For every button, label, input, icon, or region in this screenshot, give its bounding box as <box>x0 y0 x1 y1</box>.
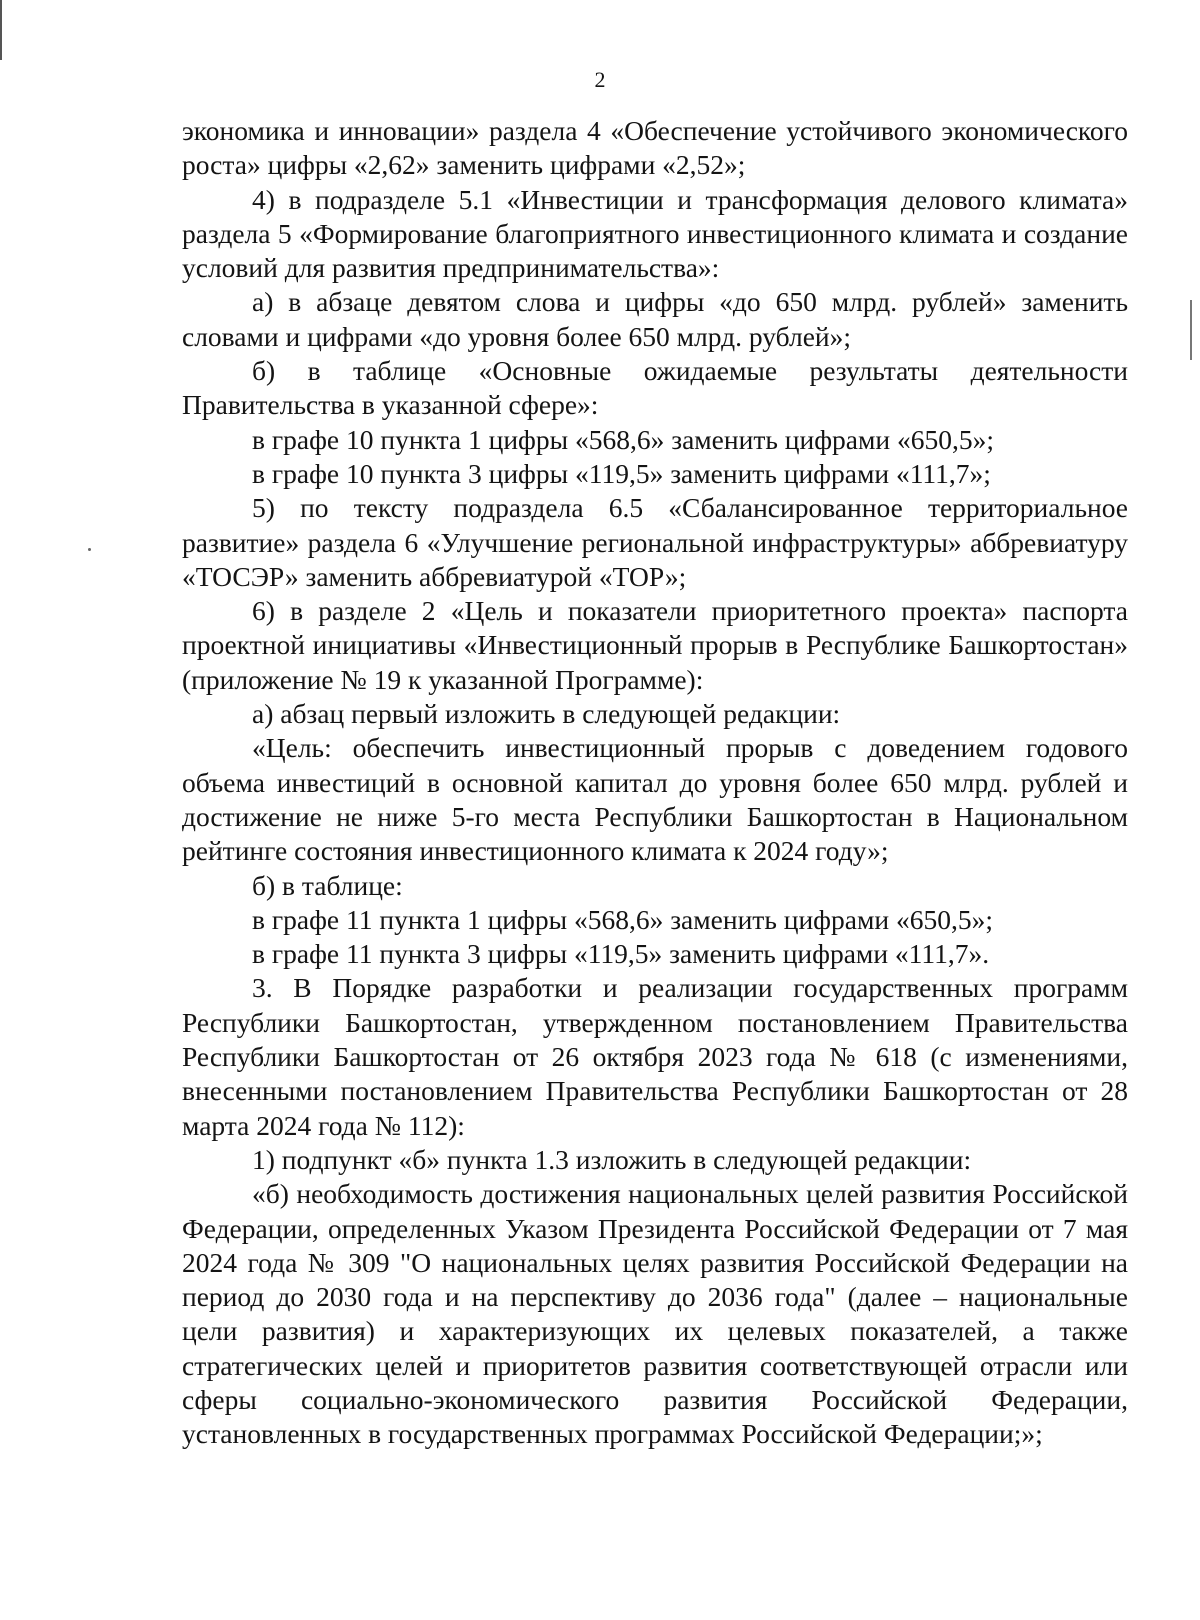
paragraph: 5) по тексту подраздела 6.5 «Сбалансированное территориальное развитие» раздела 6 «Улучшение региональной инфраструктуры» аббревиатуру «ТОСЭР» заменить аббревиатурой «ТОР»; <box>182 492 1128 592</box>
paragraph: 3. В Порядке разработки и реализации государственных программ Республики Башкортостан, утвержденном постановлением Правительства Республики Башкортостан от 26 октября 2023 года № 618 (с изменениями, внесенными постановлением Правительства Республики Башкортостан от 28 марта 2024 года № 112): <box>182 972 1128 1141</box>
paragraph: в графе 11 пункта 3 цифры «119,5» заменить цифрами «111,7». <box>252 938 990 970</box>
paragraph: а) абзац первый изложить в следующей редакции: <box>252 698 841 730</box>
paragraph: «Цель: обеспечить инвестиционный прорыв с доведением годового объема инвестиций в основной капитал до уровня более 650 млрд. рублей и достижение не ниже 5-го места Республики Башкортостан в Национальном рейтинге состояния инвестиционного климата к 2024 году»; <box>182 732 1128 867</box>
paragraph: в графе 11 пункта 1 цифры «568,6» заменить цифрами «650,5»; <box>252 903 993 935</box>
paragraph: экономика и инновации» раздела 4 «Обеспечение устойчивого экономического роста» цифры «2,62» заменить цифрами «2,52»; <box>182 115 1128 181</box>
paragraph: в графе 10 пункта 1 цифры «568,6» заменить цифрами «650,5»; <box>252 423 994 455</box>
document-body <box>182 114 1128 1452</box>
scan-speck <box>88 548 91 551</box>
page-number: 2 <box>594 67 606 92</box>
paragraph: 4) в подразделе 5.1 «Инвестиции и трансформация делового климата» раздела 5 «Формирование благоприятного инвестиционного климата и создание условий для развития предпринимательства»: <box>182 183 1128 284</box>
paragraph: а) в абзаце девятом слова и цифры «до 650 млрд. рублей» заменить словами и цифрами «до уровня более 650 млрд. рублей»; <box>182 286 1128 352</box>
scan-edge-mark <box>1190 300 1192 360</box>
scan-edge-mark <box>0 0 2 60</box>
paragraph: в графе 10 пункта 3 цифры «119,5» заменить цифрами «111,7»; <box>252 457 991 489</box>
paragraph: б) в таблице «Основные ожидаемые результаты деятельности Правительства в указанной сфере»: <box>182 355 1128 421</box>
paragraph: б) в таблице: <box>252 869 403 901</box>
paragraph: «б) необходимость достижения национальных целей развития Российской Федерации, определенных Указом Президента Российской Федерации от 7 мая 2024 года № 309 "О национальных целях развития Российской Федерации на период до 2030 года и на перспективу до 2036 года" (далее – национальные цели развития) и характеризующих их целевых показателей, а также стратегических целей и приоритетов развития соответствующей отрасли или сферы социально-экономического развития Российской Федерации, установленных в государственных программах Российской Федерации;»; <box>182 1178 1128 1450</box>
paragraph: 6) в разделе 2 «Цель и показатели приоритетного проекта» паспорта проектной инициативы «Инвестиционный прорыв в Республике Башкортостан» (приложение № 19 к указанной Программе): <box>182 595 1128 695</box>
paragraph: 1) подпункт «б» пункта 1.3 изложить в следующей редакции: <box>252 1143 972 1175</box>
